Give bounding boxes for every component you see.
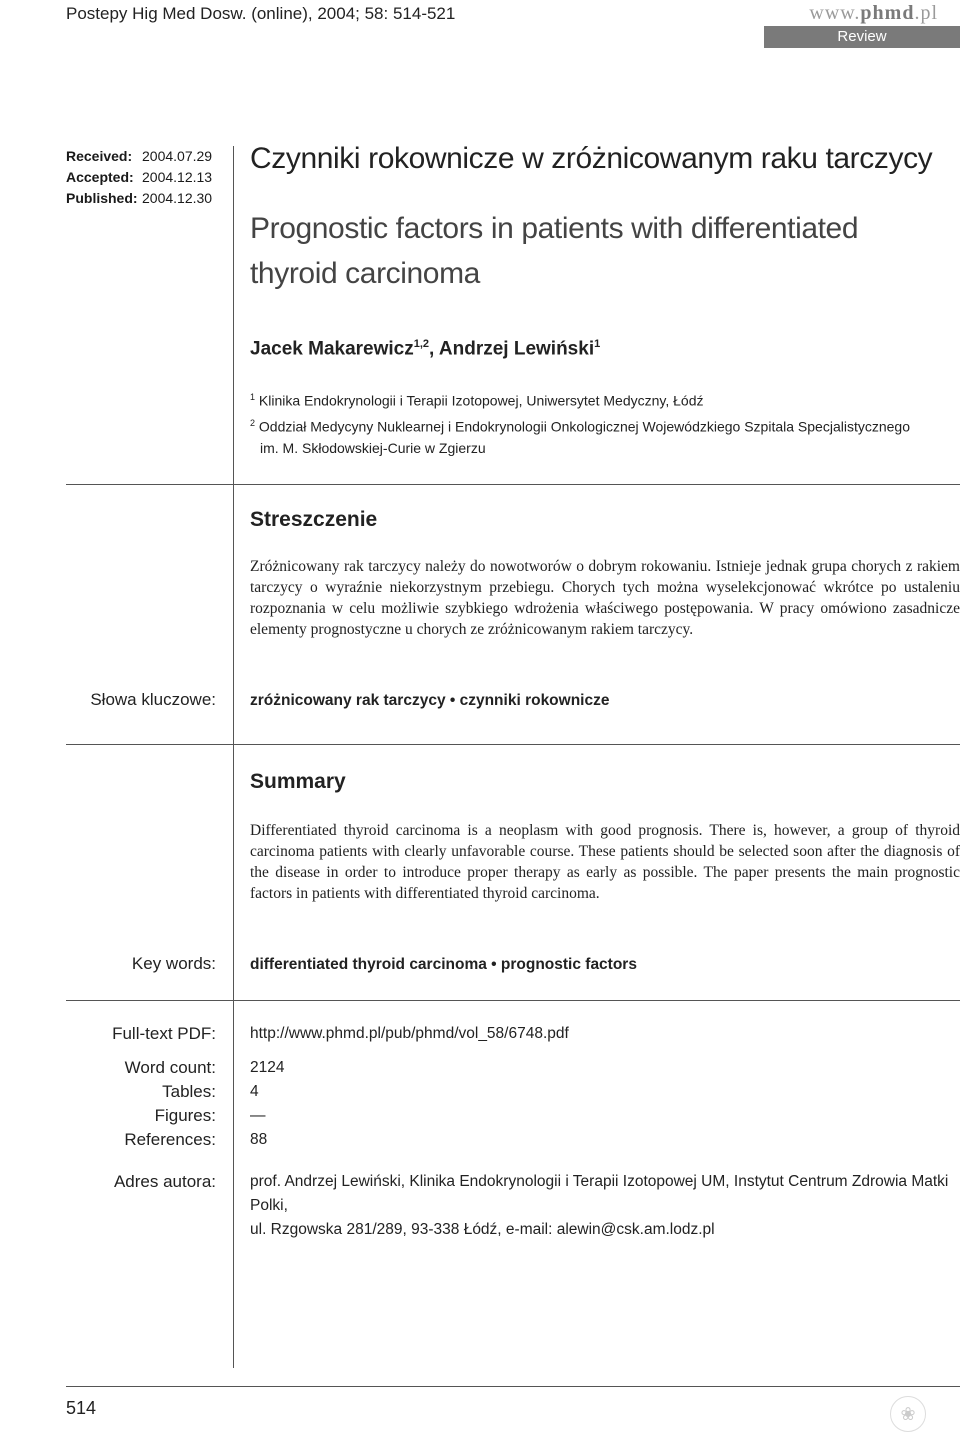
streszczenie-body: Zróżnicowany rak tarczycy należy do nowotworów o dobrym rokowaniu. Istnieje jednak grupa chorych z rakiem tarczycy o wyraźnie niekorzystnym przebiegu. Chorych tych można wyselekcjonować wkrótce po ustaleniu rozpoznania w celu możliwie szybkiego wdrożenia właściwego postępowania. W pracy omówiono zasadnicze elementy prognostyczne u chorych ze zróżnicowanym rakiem tarczycy. — [250, 558, 960, 638]
title-polish: Czynniki rokownicze w zróżnicowanym raku tarczycy — [250, 142, 933, 175]
references-label: References: — [124, 1130, 216, 1149]
date-received: Received: 2004.07.29 — [66, 148, 213, 164]
site-url-suffix: .pl — [914, 2, 938, 24]
title-english: Prognostic factors in patients with differentiated thyroid carcinoma — [250, 212, 859, 290]
tables-label: Tables: — [162, 1082, 216, 1101]
page-number: 514 — [66, 1398, 97, 1418]
column-divider — [233, 146, 234, 1368]
divider — [66, 744, 960, 745]
site-url-prefix: www. — [809, 2, 861, 24]
pdf-label: Full-text PDF: — [112, 1024, 216, 1043]
author-1: Jacek Makarewicz — [250, 338, 414, 360]
keywords-en-label: Key words: — [131, 954, 216, 973]
article-type-badge: Review — [764, 26, 960, 48]
date-published: Published: 2004.12.30 — [66, 190, 213, 206]
tables-count: 4 — [250, 1083, 259, 1100]
divider — [66, 484, 960, 485]
references-count: 88 — [250, 1131, 268, 1148]
keywords-pl-label: Słowa kluczowe: — [90, 690, 216, 709]
keywords-en: differentiated thyroid carcinoma • prognostic factors — [250, 956, 637, 973]
figures-count: — — [250, 1107, 266, 1124]
summary-heading: Summary — [250, 770, 346, 793]
affiliation-1: $^1$ Klinika Endokrynologii i Terapii Izotopowej, Uniwersytet Medyczny, Łódź — [250, 392, 704, 409]
affiliation-2: $^2$ Oddział Medycyny Nuklearnej i Endokrynologii Onkologicznej Wojewódzkiego Szpitala Specjalistycznego — [250, 417, 910, 435]
site-url-bold: phmd — [860, 2, 915, 24]
article-dates — [66, 146, 212, 209]
keywords-pl: zróżnicowany rak tarczycy • czynniki rokownicze — [250, 692, 610, 709]
author-address: prof. Andrzej Lewiński, Klinika Endokrynologii i Terapii Izotopowej UM, Instytut Centrum Zdrowia Matki Polki, ul. Rzgowska 281/289, 93-338 Łódź, e-mail: alewin@csk.am.lodz.pl — [250, 1173, 949, 1238]
authors: Jacek Makarewicz$^{1,2}$, Andrzej Lewiński$^1$ — [250, 338, 601, 360]
pdf-link[interactable]: http://www.phmd.pl/pub/phmd/vol_58/6748.pdf — [250, 1025, 569, 1042]
date-accepted: Accepted: 2004.12.13 — [66, 169, 213, 185]
publisher-logo-icon: ❀ — [890, 1396, 926, 1432]
summary-body: Differentiated thyroid carcinoma is a neoplasm with good prognosis. There is, however, a group of thyroid carcinoma patients with clearly unfavorable course. These patients should be selected soon after the diagnosis of the disease in order to introduce proper therapy as early as possible. The paper presents the main prognostic factors in patients with differentiated thyroid carcinoma. — [250, 822, 960, 902]
address-label: Adres autora: — [113, 1172, 216, 1191]
site-url[interactable] — [809, 2, 938, 25]
streszczenie-heading: Streszczenie — [250, 508, 378, 531]
figures-label: Figures: — [154, 1106, 216, 1125]
journal-citation: Postepy Hig Med Dosw. (online), 2004; 58: 514-521 — [66, 4, 456, 23]
affiliations — [250, 386, 950, 459]
word-count-label: Word count: — [124, 1058, 216, 1077]
word-count: 2124 — [250, 1059, 285, 1076]
footer-rule — [66, 1386, 960, 1387]
author-2: Andrzej Lewiński — [438, 338, 595, 360]
divider — [66, 1000, 960, 1001]
affiliation-2-cont: im. M. Skłodowskiej-Curie w Zgierzu — [260, 440, 486, 457]
